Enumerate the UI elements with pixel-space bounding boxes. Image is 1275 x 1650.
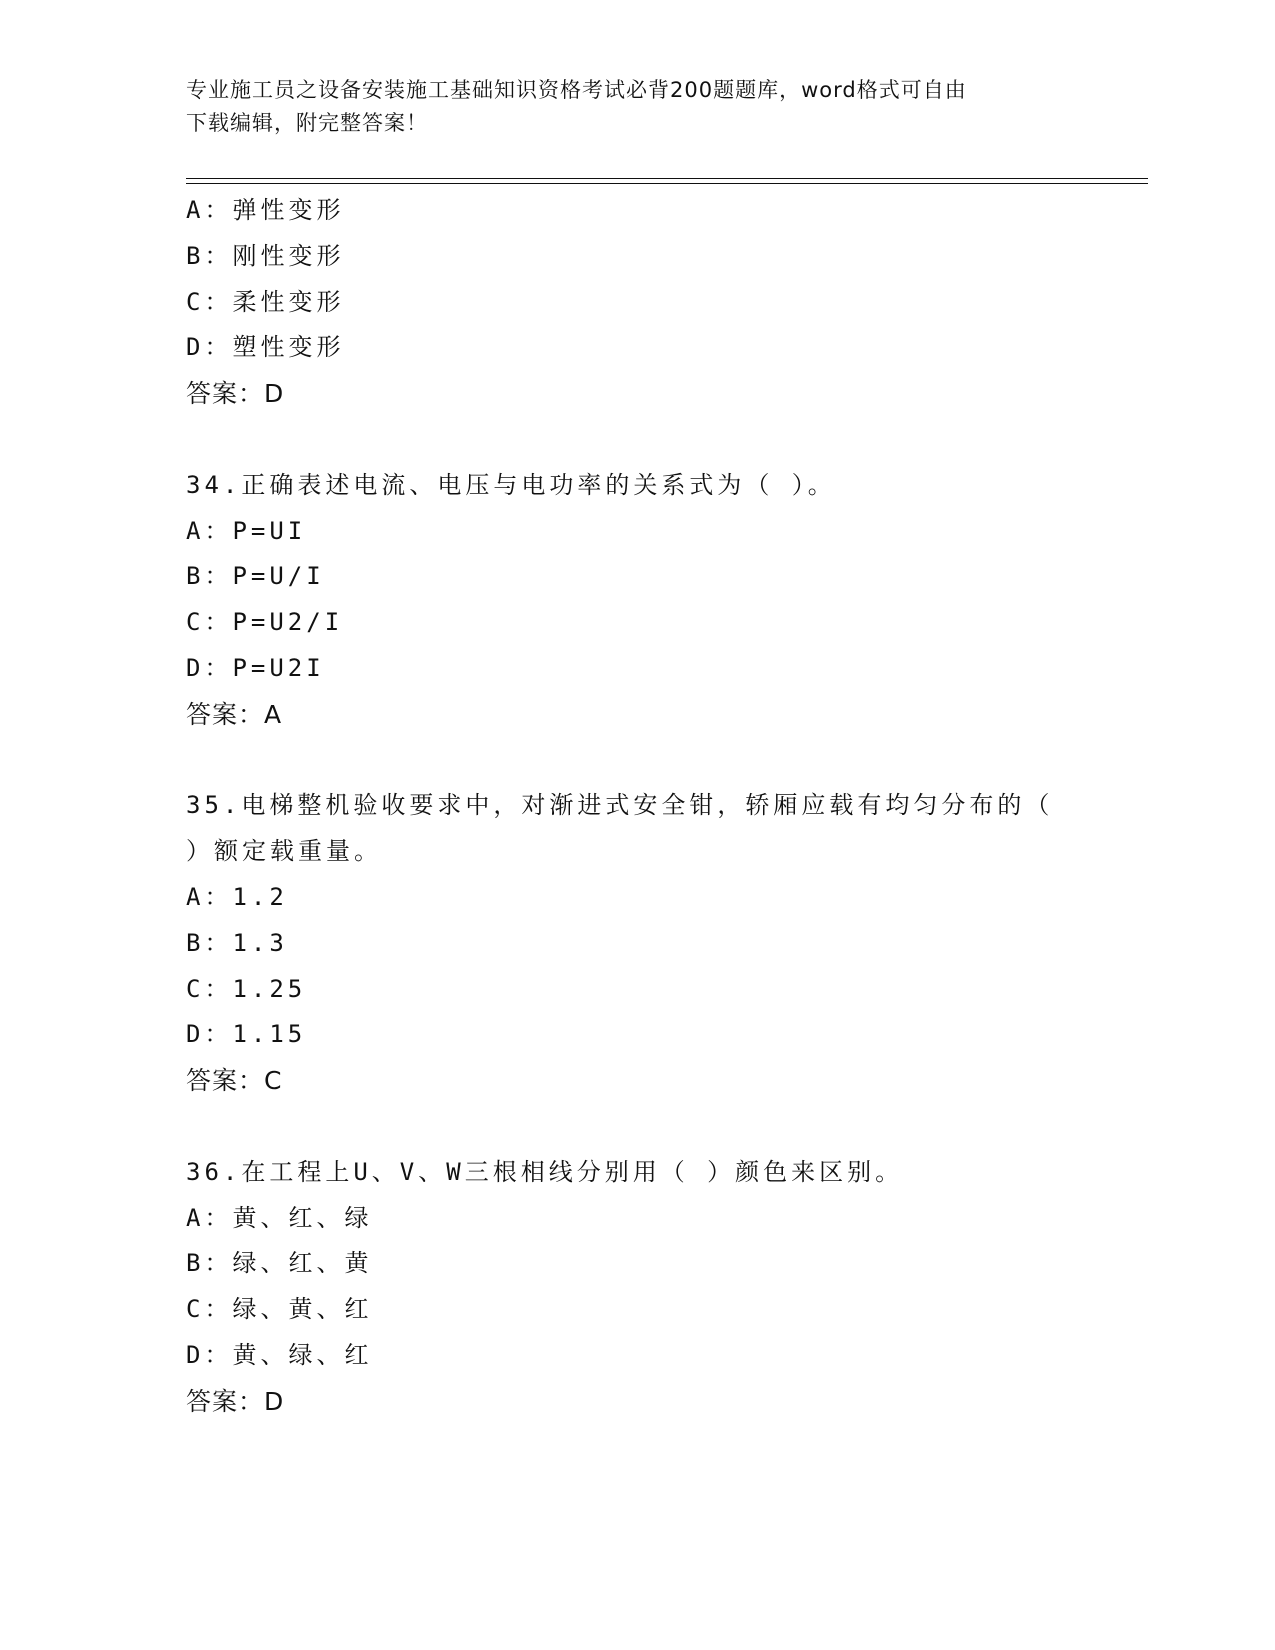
header-title-line-2: 下载编辑，附完整答案！ (186, 111, 428, 135)
question-33 (186, 188, 1086, 417)
question-text-line-2: ）额定载重量。 (186, 837, 382, 866)
answer-line: 答案：D (186, 1386, 285, 1416)
option-d: D：黄、绿、红 (186, 1340, 373, 1369)
option-a: A：1.2 (186, 882, 288, 911)
spacer (186, 417, 1086, 463)
question-list (186, 188, 1086, 1425)
header-title-line-1: 专业施工员之设备安装施工基础知识资格考试必背200题题库，word格式可自由 (186, 78, 967, 102)
option-b: B：绿、红、黄 (186, 1249, 373, 1278)
answer-line: 答案：C (186, 1066, 283, 1096)
option-a: A：黄、红、绿 (186, 1203, 373, 1232)
answer-line: 答案：D (186, 379, 285, 409)
option-c: C：绿、黄、红 (186, 1295, 373, 1324)
option-d: D：塑性变形 (186, 333, 345, 362)
question-text: 36.在工程上U、V、W三根相线分别用（ ）颜色来区别。 (186, 1157, 904, 1186)
option-c: C：1.25 (186, 974, 307, 1003)
option-d: D：P=U2I (186, 653, 325, 682)
option-b: B：1.3 (186, 928, 288, 957)
spacer (186, 1104, 1086, 1150)
question-36 (186, 1150, 1086, 1425)
option-c: C：柔性变形 (186, 287, 345, 316)
question-34 (186, 463, 1086, 738)
header-divider-bottom (186, 183, 1148, 184)
option-c: C：P=U2/I (186, 608, 344, 637)
option-a: A：弹性变形 (186, 196, 345, 224)
question-text: 34.正确表述电流、电压与电功率的关系式为（ ）。 (186, 470, 836, 499)
option-a: A：P=UI (186, 516, 307, 545)
question-text-line-1: 35.电梯整机验收要求中，对渐进式安全钳，轿厢应载有均匀分布的（ (186, 791, 1054, 820)
option-b: B：刚性变形 (186, 241, 345, 270)
option-d: D：1.15 (186, 1020, 307, 1049)
document-header (186, 74, 1086, 140)
answer-line: 答案：A (186, 699, 283, 729)
question-35 (186, 783, 1086, 1104)
option-b: B：P=U/I (186, 562, 325, 591)
spacer (186, 738, 1086, 784)
header-divider-top (186, 178, 1148, 179)
